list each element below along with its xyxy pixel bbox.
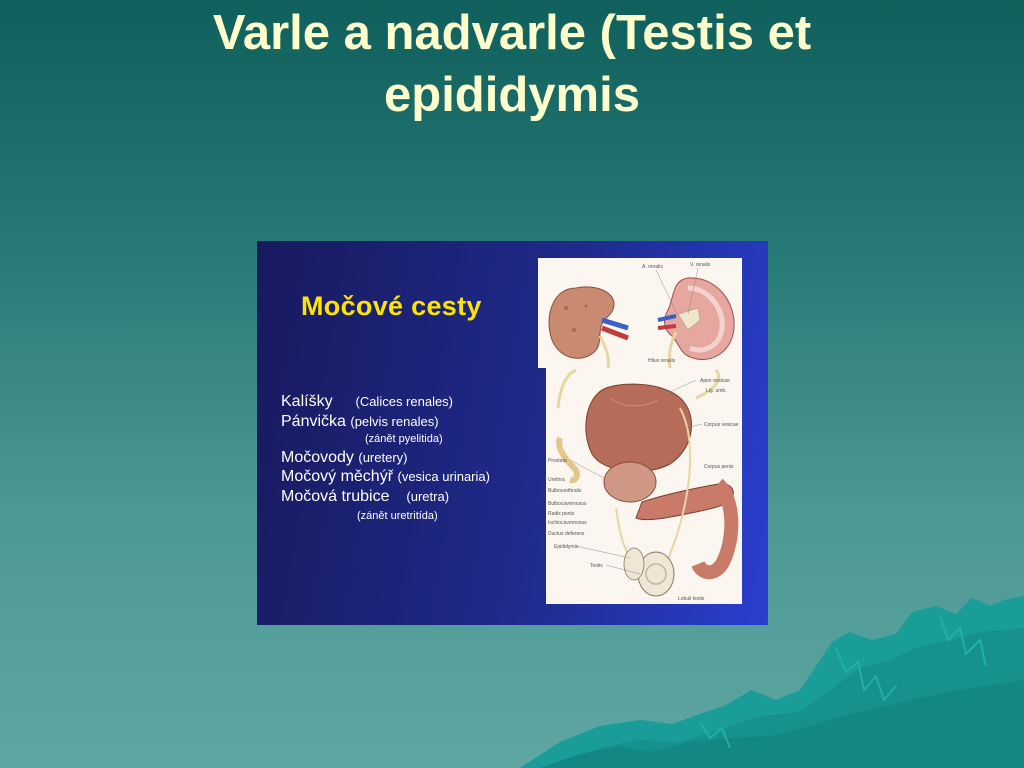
label-corpus-penis: Corpus penis [704,464,734,470]
term-mocovody [281,449,408,467]
term-latin: (uretery) [358,450,408,465]
label-epididymis: Epididymis [554,544,579,550]
label-ductus-deferens: Ductus deferens [548,531,585,537]
pelvis-illustration [546,368,742,604]
label-bulbourethralis: Bulbourethralis [548,488,582,494]
label-testis: Testis [590,563,603,569]
label-lobuli-testis: Lobuli testis [678,596,705,602]
label-radix-penis: Radix penis [548,511,575,517]
term-mocova-trubice [281,488,449,506]
term-kalisky [281,393,453,411]
term-note-pyelitida: (zánět pyelitida) [365,433,443,445]
label-hilus-renalis: Hilus renalis [648,358,676,364]
term-latin: (pelvis renales) [350,414,439,429]
label-v-renalis: V. renalis [690,262,711,268]
term-panvicka [281,413,439,431]
term-name: Močová trubice [281,488,390,505]
label-apex-vesicae: Apex vesicae [700,378,730,384]
embedded-slide-image [257,241,768,625]
term-name: Kalíšky [281,393,333,410]
kidney-illustration [538,258,742,368]
label-prostata: Prostata [548,458,567,464]
term-latin: (uretra) [406,489,450,504]
label-lig: Lig. umb. [706,388,727,394]
term-latin: (vesica urinaria) [397,469,490,484]
term-latin: (Calices renales) [355,394,454,409]
label-ischiocavernosus: Ischiocavernosus [548,520,587,526]
term-name: Močovody [281,449,354,466]
inner-slide-title: Močové cesty [301,291,482,321]
slide-title: Varle a nadvarle (Testis et epididymis [212,6,812,122]
label-bulbocavernosus: Bulbocavernosus [548,501,587,507]
term-mocovy-mechyr [281,468,490,486]
label-a-renalis: A. renalis [642,264,663,270]
term-note-uretritida: (zánět uretritída) [357,510,438,522]
label-urethra: Urethra [548,477,565,483]
label-corpus-vesicae: Corpus vesicae [704,422,739,428]
term-name: Močový měchýř [281,468,394,485]
term-name: Pánvička [281,413,346,430]
